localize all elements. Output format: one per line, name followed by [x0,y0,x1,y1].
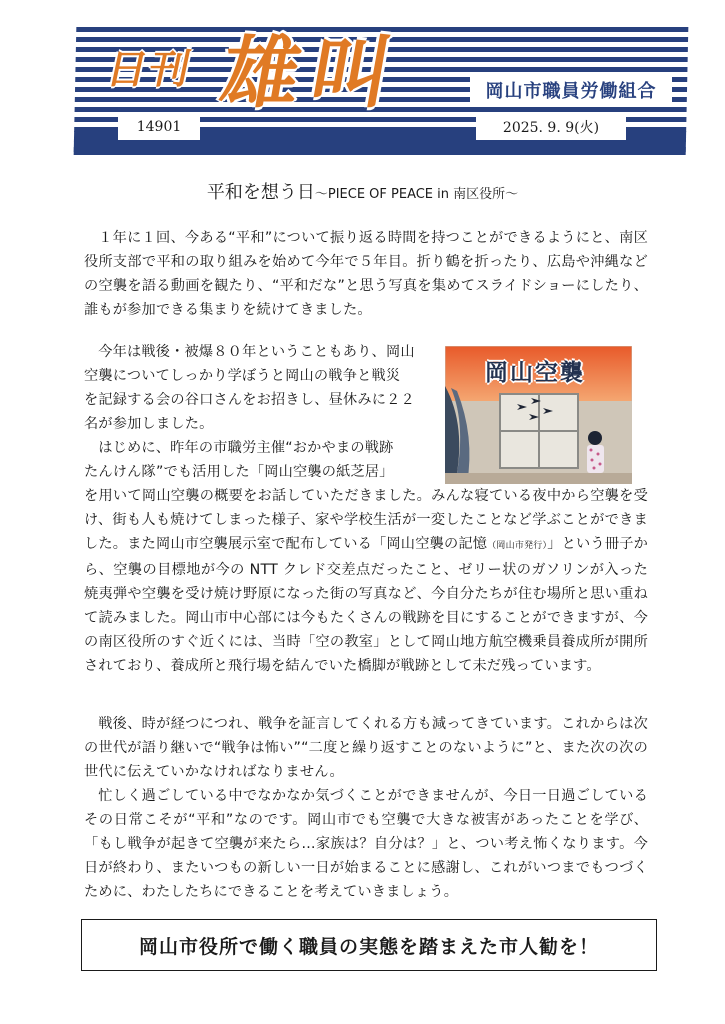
issue-date-box [476,114,626,140]
paragraph-kamishibai-a: を用いて岡山空襲の概要をお話していただきました。みんな寝ている夜中から空襲を受け、街も人も焼けてしまった様子、家や学校生活が一変したことなど学ぶことができました。また岡山市空襲展示室で配布している「岡山空襲の記憶 [84,488,648,552]
paragraph-event-line: 名が参加しました。 [84,416,214,432]
paragraph-kamishibai-line: はじめに、昨年の市職労主催“おかやまの戦跡 [98,440,394,456]
paragraph-event-line: を記録する会の谷口さんをお招きし、昼休みに２２ [84,392,415,408]
headline-main: 平和を想う日 [206,182,315,203]
paragraph-kamishibai [84,484,648,678]
illustration-title: 岡山空襲 [485,360,585,386]
paragraph-event [84,340,440,484]
paragraph-event-line: 今年は戦後・被爆８０年ということもあり、岡山 [98,344,415,360]
slogan-box [81,919,657,971]
headline-sub: ～PIECE OF PEACE in 南区役所～ [314,187,519,202]
masthead-title-daily: 日刊 [102,47,197,93]
article-headline [0,178,725,204]
air-raid-illustration [445,346,632,484]
paragraph-postwar: 戦後、時が経つにつれ、戦争を証言してくれる方も減ってきています。これからは次の世代が語り継いで“戦争は怖い”“二度と繰り返すことのないように”と、また次の次の世代に伝えていかなければなりません。 [84,716,648,780]
paragraph-peace: 忙しく過ごしている中でなかなか気づくことができませんが、今日一日過ごしているその日常こそが“平和”なのです。岡山市でも空襲で大きな被害があったことを学び、「もし戦争が起きて空襲が来たら…家族は？自分は？」と、つい考え怖くなります。今日が終わり、またいつもの新しい一日が始まることに感謝し、これがいつまでもつづくために、わたしたちにできることを考えていきましょう。 [84,788,648,900]
issue-number: 14901 [136,119,182,135]
union-name: 岡山市職員労働組合 [485,81,657,102]
issue-date: 2025. 9. 9(火) [502,120,600,136]
issue-number-box [118,114,200,140]
paragraph-intro: １年に１回、今ある“平和”について振り返る時間を持つことができるようにと、南区役所支部で平和の取り組みを始めて今年で５年目。折り鶴を折ったり、広島や沖縄などの空襲を語る動画を観たり、“平和だな”と思う写真を集めてスライドショーにしたり、誰もが参加できる集まりを続けてきました。 [84,230,648,318]
slogan-text: 岡山市役所で働く職員の実態を踏まえた市人勧を！ [138,935,599,958]
booklet-publisher-note: （岡山市発行） [487,541,548,551]
paragraph-kamishibai-line: たんけん隊”でも活用した「岡山空襲の紙芝居」 [84,464,394,480]
paragraph-event-line: 空襲についてしっかり学ぼうと岡山の戦争と戦災 [84,368,401,384]
union-name-box [470,74,672,106]
paragraph-kamishibai-b: 」という冊子から、空襲の目標地が今の NTT クレド交差点だったこと、ゼリー状のガソリンが入った焼夷弾や空襲を受け焼け野原になった街の写真など、今自分たちが住む場所と思い重ねて読みました。岡山市中心部には今もたくさんの戦跡を目にすることができますが、今の南区役所のすぐ近くには、当時「空の教室」として岡山地方航空機乗員養成所が開所されており、養成所と飛行場を結んでいた橋脚が戦跡として未だ残っています。 [84,536,649,674]
masthead-title-main: 雄叫 [214,29,410,119]
